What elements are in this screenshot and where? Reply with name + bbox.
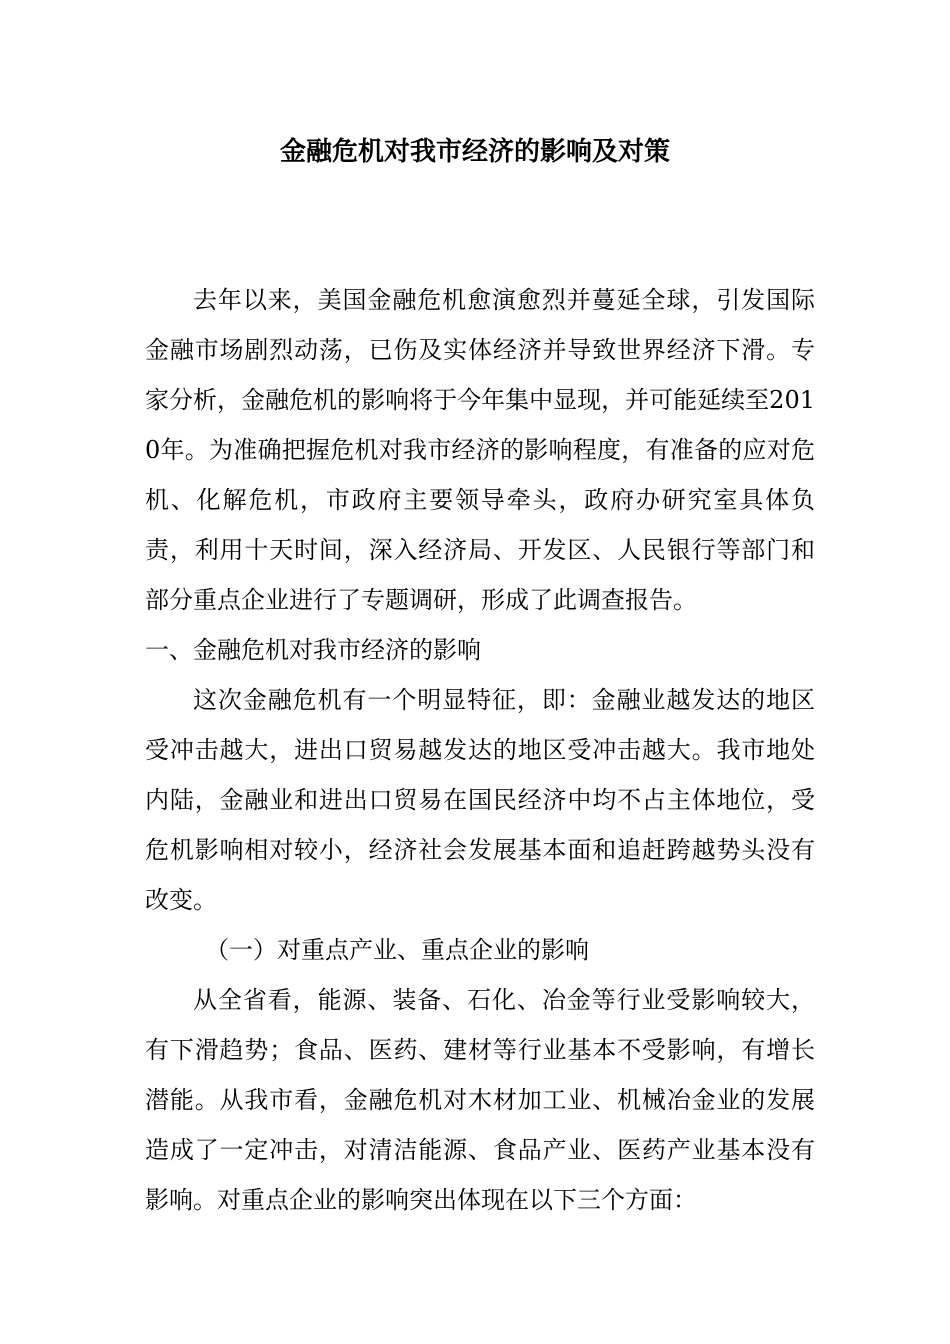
paragraph-subsection-1: 从全省看，能源、装备、石化、冶金等行业受影响较大，有下滑趋势；食品、医药、建材等行业基本不受影响，有增长潜能。从我市看，金融危机对木材加工业、机械冶金业的发展造成了一定冲击，对清洁能源、食品产业、医药产业基本没有影响。对重点企业的影响突出体现在以下三个方面： bbox=[145, 986, 815, 1214]
document-body bbox=[145, 275, 815, 1225]
document-title: 金融危机对我市经济的影响及对策 bbox=[279, 137, 670, 167]
paragraph-intro: 去年以来，美国金融危机愈演愈烈并蔓延全球，引发国际金融市场剧烈动荡，已伤及实体经济并导致世界经济下滑。专家分析，金融危机的影响将于今年集中显现，并可能延续至2010年。为准确把握危机对我市经济的影响程度，有准备的应对危机、化解危机，市政府主要领导牵头，政府办研究室具体负责，利用十天时间，深入经济局、开发区、人民银行等部门和部分重点企业进行了专题调研，形成了此调查报告。 bbox=[145, 286, 815, 614]
subsection-heading-1: （一）对重点产业、重点企业的影响 bbox=[205, 936, 589, 964]
section-heading-1: 一、金融危机对我市经济的影响 bbox=[145, 636, 481, 664]
paragraph-section-1: 这次金融危机有一个明显特征，即：金融业越发达的地区受冲击越大，进出口贸易越发达的地区受冲击越大。我市地处内陆，金融业和进出口贸易在国民经济中均不占主体地位，受危机影响相对较小，经济社会发展基本面和追赶跨越势头没有改变。 bbox=[145, 686, 815, 914]
